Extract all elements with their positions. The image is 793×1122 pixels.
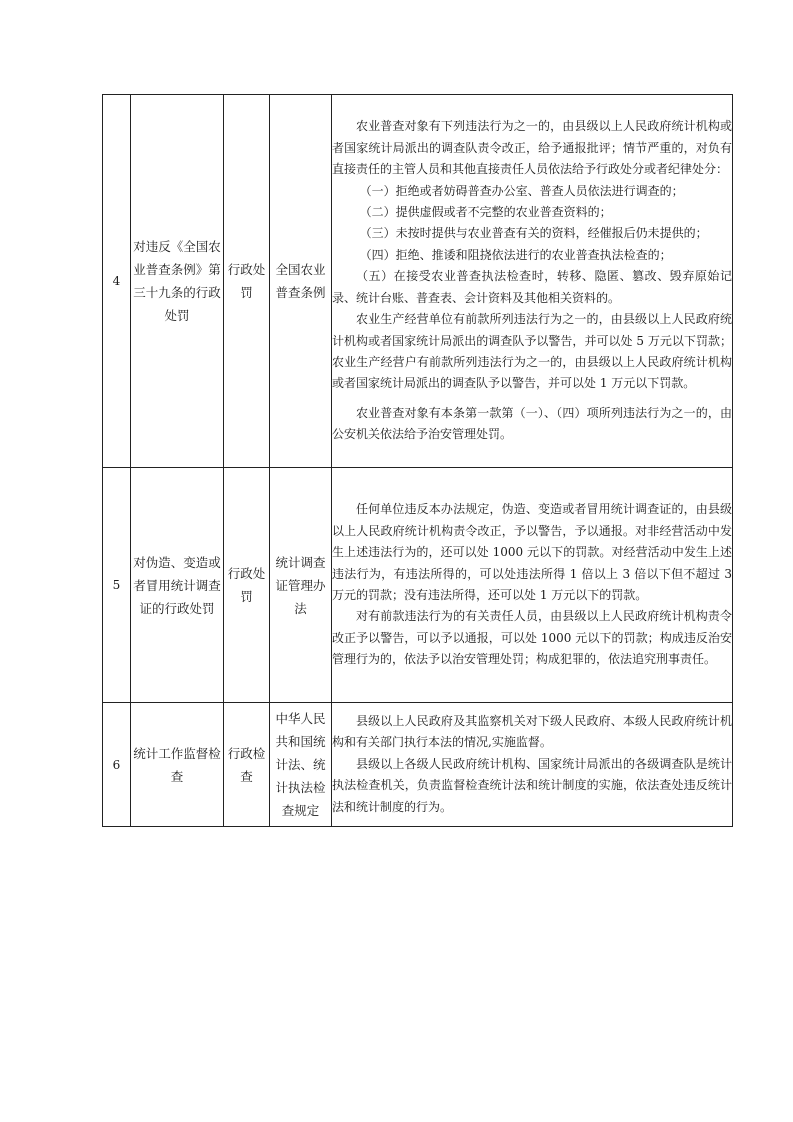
table-row bbox=[103, 703, 733, 827]
content-item: （二）提供虚假或者不完整的农业普查资料的； bbox=[359, 205, 612, 220]
item-content bbox=[332, 703, 733, 827]
row-number: 5 bbox=[103, 468, 131, 703]
item-content bbox=[332, 468, 733, 703]
table-row bbox=[103, 95, 733, 468]
legal-basis: 中华人民共和国统计法、统计执法检查规定 bbox=[275, 711, 326, 818]
item-type: 行政处罚 bbox=[227, 262, 266, 300]
item-name: 对伪造、变造或者冒用统计调查证的行政处罚 bbox=[133, 554, 221, 616]
item-name: 对违反《全国农业普查条例》第三十九条的行政处罚 bbox=[133, 239, 221, 323]
content-paragraph: 县级以上人民政府及其监察机关对下级人民政府、本级人民政府统计机构和有关部门执行本法的情况,实施监督。 bbox=[332, 713, 732, 750]
row-number: 4 bbox=[103, 95, 131, 468]
item-type: 行政检查 bbox=[227, 745, 266, 784]
administrative-power-table bbox=[102, 94, 733, 827]
item-type: 行政处罚 bbox=[227, 566, 266, 604]
item-content bbox=[332, 95, 733, 468]
content-paragraph: 农业普查对象有下列违法行为之一的，由县级以上人民政府统计机构或者国家统计局派出的调查队责令改正，给予通报批评；情节严重的，对负有直接责任的主管人员和其他直接责任人员依法给予行政处分或者纪律处分： bbox=[332, 119, 732, 177]
content-item: （五）在接受农业普查执法检查时，转移、隐匿、篡改、毁弃原始记录、统计台账、普查表、会计资料及其他相关资料的。 bbox=[332, 269, 732, 305]
legal-basis: 统计调查证管理办法 bbox=[275, 554, 326, 616]
content-paragraph: 农业生产经营单位有前款所列违法行为之一的，由县级以上人民政府统计机构或者国家统计局派出的调查队予以警告，并可以处 5 万元以下罚款；农业生产经营户有前款所列违法行为之一的，由县级以上人民政府统计机构或者国家统计局派出的调查队予以警告，并可以处 1 万元以下罚款。 bbox=[332, 312, 732, 391]
content-paragraph: 任何单位违反本办法规定，伪造、变造或者冒用统计调查证的，由县级以上人民政府统计机构责令改正，予以警告，予以通报。对非经营活动中发生上述违法行为的，还可以处 1000 元以下的罚款。对经营活动中发生上述违法行为，有违法所得的，可以处违法所得 1 倍以上 3 倍以下但不超过 3 万元的罚款；没有违法所得，还可以处 1 万元以下的罚款。 bbox=[332, 502, 732, 602]
content-paragraph: 县级以上各级人民政府统计机构、国家统计局派出的各级调查队是统计执法检查机关，负责监督检查统计法和统计制度的实施，依法查处违反统计法和统计制度的行为。 bbox=[332, 756, 732, 814]
row-number: 6 bbox=[103, 703, 131, 827]
table-row bbox=[103, 468, 733, 703]
content-item: （四）拒绝、推诿和阻挠依法进行的农业普查执法检查的； bbox=[359, 247, 672, 262]
legal-basis: 全国农业普查条例 bbox=[275, 262, 326, 300]
content-item: （三）未按时提供与农业普查有关的资料，经催报后仍未提供的； bbox=[359, 226, 708, 241]
content-paragraph: 农业普查对象有本条第一款第（一）、（四）项所列违法行为之一的，由公安机关依法给予治安管理处罚。 bbox=[332, 405, 732, 442]
item-name: 统计工作监督检查 bbox=[133, 745, 221, 784]
content-item: （一）拒绝或者妨碍普查办公室、普查人员依法进行调查的； bbox=[359, 183, 684, 198]
content-paragraph: 对有前款违法行为的有关责任人员，由县级以上人民政府统计机构责令改正予以警告，可以予以通报，可以处 1000 元以下的罚款；构成违反治安管理行为的，依法予以治安管理处罚；构成犯罪的，依法追究刑事责任。 bbox=[332, 609, 732, 667]
